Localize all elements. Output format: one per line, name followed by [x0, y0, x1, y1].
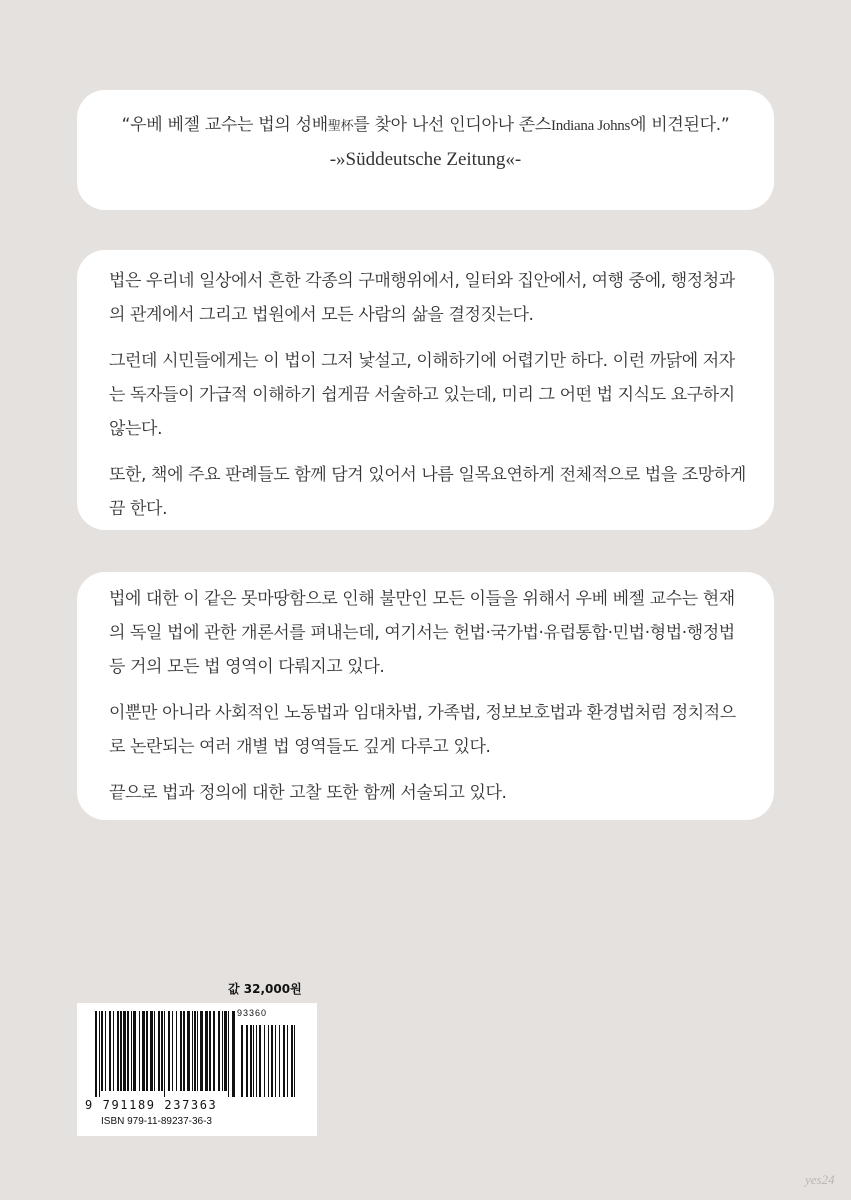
watermark: yes24 [805, 1172, 835, 1187]
isbn-number: ISBN 979-11-89237-36-3 [101, 1116, 212, 1127]
quote-latin-name: Indiana Johns [551, 118, 631, 134]
price-label: 값 32,000원 [228, 982, 302, 996]
quote-text-part: “우베 베젤 교수는 법의 성배 [121, 115, 328, 135]
quote-card [77, 90, 774, 210]
barcode-icon [95, 1011, 300, 1097]
quote-text-part: 에 비견된다.” [630, 115, 730, 135]
quote-source: -»Süddeutsche Zeitung«- [329, 149, 522, 170]
intro-paragraph: 그런데 시민들에게는 이 법이 그저 낯설고, 이해하기에 어렵기만 하다. 이런 까닭에 저자는 독자들이 가급적 이해하기 쉽게끔 서술하고 있는데, 미리 그 어떤 법 지식도 요구하지 않는다. [109, 351, 735, 439]
ean-digits: 9 791189 237363 [85, 1098, 218, 1112]
intro-paragraph: 법은 우리네 일상에서 흔한 각종의 구매행위에서, 일터와 집안에서, 여행 중에, 행정청과의 관계에서 그리고 법원에서 모든 사람의 삶을 결정짓는다. [109, 271, 735, 325]
quote-hanja: 聖杯 [327, 118, 354, 133]
content-paragraph: 이뿐만 아니라 사회적인 노동법과 임대차법, 가족법, 정보보호법과 환경법처럼 정치적으로 논란되는 여러 개별 법 영역들도 깊게 다루고 있다. [109, 703, 736, 757]
review-quote [77, 112, 774, 139]
barcode-panel [77, 1003, 317, 1136]
quote-text-part: 를 찾아 나선 인디아나 존스 [353, 115, 552, 135]
intro-paragraph: 또한, 책에 주요 판례들도 함께 담겨 있어서 나름 일목요연하게 전체적으로 법을 조망하게끔 한다. [109, 465, 746, 519]
content-paragraph: 끝으로 법과 정의에 대한 고찰 또한 함께 서술되고 있다. [109, 783, 507, 803]
addon-code: 93360 [237, 1008, 268, 1018]
intro-card [77, 250, 774, 530]
content-card [77, 572, 774, 820]
content-paragraph: 법에 대한 이 같은 못마땅함으로 인해 불만인 모든 이들을 위해서 우베 베젤 교수는 현재의 독일 법에 관한 개론서를 펴내는데, 여기서는 헌법·국가법·유럽통합·민법·형법·행정법 등 거의 모든 법 영역이 다뤄지고 있다. [109, 589, 735, 677]
